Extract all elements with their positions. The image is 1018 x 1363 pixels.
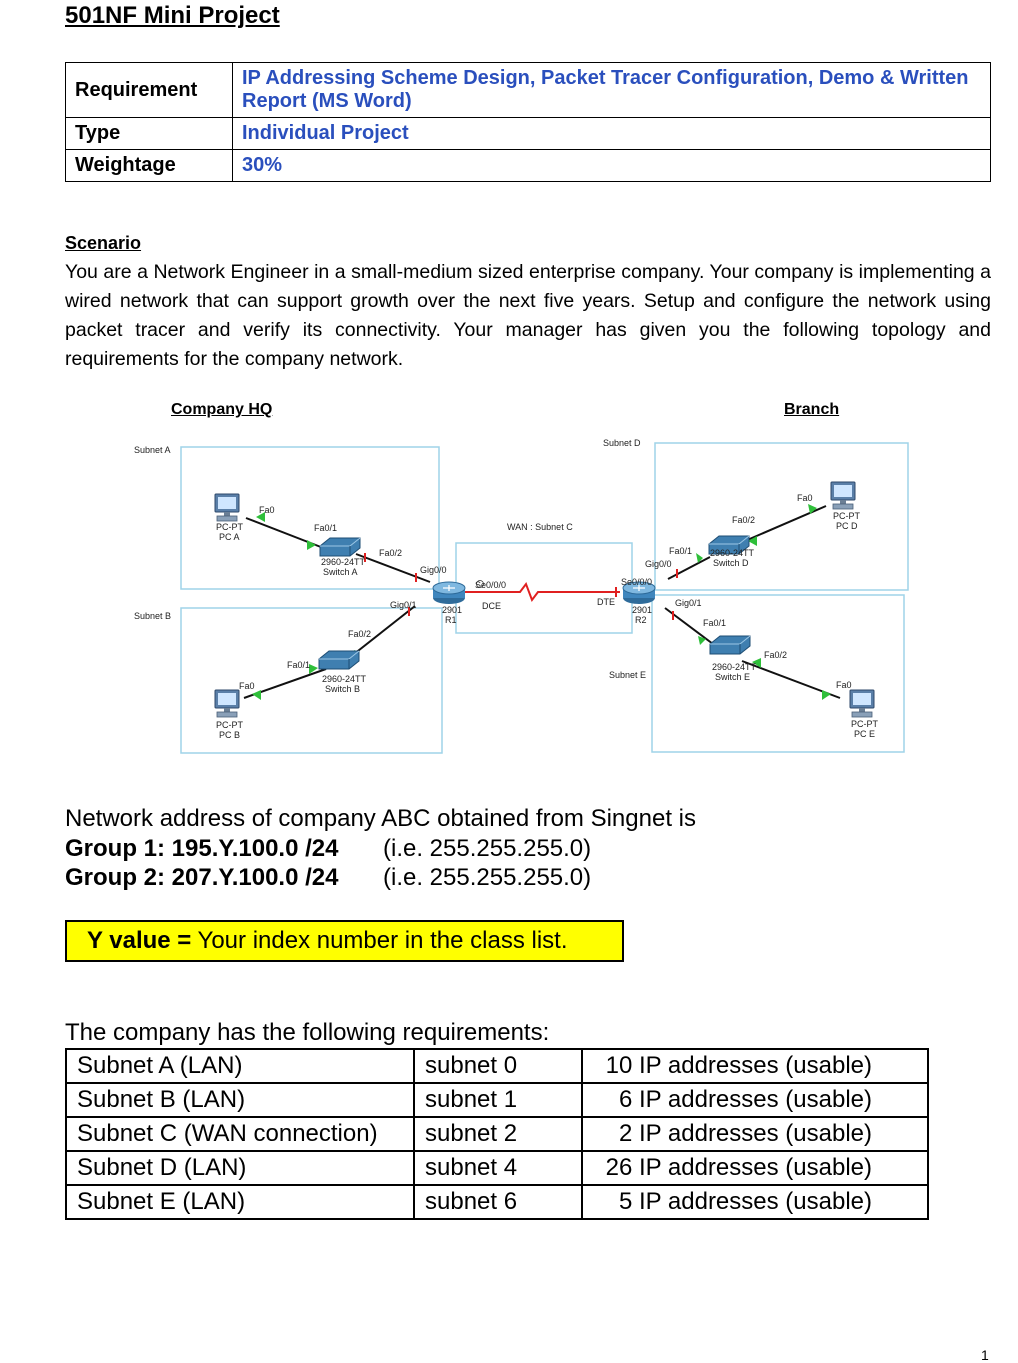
port-label: DCE <box>482 601 502 611</box>
link-status-marker <box>415 573 417 582</box>
group-label: Group 1: 195.Y.100.0 /24 <box>65 835 339 862</box>
port-label: DTE <box>597 597 615 607</box>
link-r2-switchd <box>668 557 710 579</box>
port-label: Se0/0/0 <box>621 577 653 587</box>
subnet-cell: Subnet A (LAN) <box>66 1049 414 1083</box>
subnet-number-cell: subnet 6 <box>414 1185 582 1219</box>
port-label: Fa0/2 <box>348 629 372 639</box>
switch-a-name: Switch A <box>323 567 358 577</box>
port-label: Fa0/1 <box>703 618 727 628</box>
network-topology-diagram <box>120 432 920 762</box>
subnet-cell: Subnet E (LAN) <box>66 1185 414 1219</box>
switch-a-model: 2960-24TT <box>321 557 366 567</box>
pc-a-model: PC-PT <box>216 522 243 532</box>
subnet-number-cell: subnet 1 <box>414 1083 582 1117</box>
info-key: Type <box>66 118 233 150</box>
router-r2-model: 2901 <box>632 605 653 615</box>
port-label: Gig0/1 <box>675 598 702 608</box>
subnet-cell: Subnet B (LAN) <box>66 1083 414 1117</box>
pc-e-name: PC E <box>854 729 876 739</box>
switch-b-icon[interactable] <box>319 651 359 669</box>
subnet-d-label: Subnet D <box>603 438 641 448</box>
pc-b-icon[interactable] <box>215 690 239 717</box>
requirements-table <box>65 1048 929 1220</box>
info-value: Individual Project <box>233 118 991 150</box>
switch-d-name: Switch D <box>713 558 749 568</box>
pc-a-name: PC A <box>219 532 240 542</box>
port-label: Fa0/2 <box>764 650 788 660</box>
group-2-line <box>65 864 591 892</box>
link-switchd-pcd <box>738 506 826 544</box>
network-intro: Network address of company ABC obtained from Singnet is <box>65 805 696 832</box>
subnet-e-label: Subnet E <box>609 670 647 680</box>
pc-d-model: PC-PT <box>833 511 860 521</box>
switch-e-model: 2960-24TT <box>712 662 757 672</box>
document-title: 501NF Mini Project <box>65 2 280 29</box>
router-r1-model: 2901 <box>442 605 463 615</box>
port-label: Fa0/1 <box>314 523 338 533</box>
subnet-number-cell: subnet 2 <box>414 1117 582 1151</box>
link-status-marker <box>672 611 674 620</box>
hq-label: Company HQ <box>171 401 273 418</box>
table-row <box>66 1117 928 1151</box>
switch-d-model: 2960-24TT <box>710 548 755 558</box>
port-label: Fa0/2 <box>732 515 756 525</box>
subnet-b-label: Subnet B <box>134 611 172 621</box>
host-count-cell: 10 IP addresses (usable) <box>582 1049 928 1083</box>
info-value: 30% <box>233 150 991 182</box>
router-r1-name: R1 <box>445 615 457 625</box>
switch-b-name: Switch B <box>325 684 361 694</box>
info-row <box>66 150 991 182</box>
info-table <box>65 62 991 182</box>
pc-e-model: PC-PT <box>851 719 878 729</box>
port-label: Gig0/0 <box>420 565 447 575</box>
host-count-cell: 5 IP addresses (usable) <box>582 1185 928 1219</box>
link-status-marker <box>307 540 316 550</box>
pc-b-model: PC-PT <box>216 720 243 730</box>
y-value-label: Y value = <box>87 927 192 954</box>
y-value-note <box>65 920 624 962</box>
pc-e-icon[interactable] <box>850 690 874 717</box>
switch-b-model: 2960-24TT <box>322 674 367 684</box>
port-label: Fa0 <box>797 493 813 503</box>
group-mask: (i.e. 255.255.255.0) <box>383 864 592 891</box>
host-count-cell: 26 IP addresses (usable) <box>582 1151 928 1185</box>
host-count-cell: 6 IP addresses (usable) <box>582 1083 928 1117</box>
port-label: Fa0 <box>239 681 255 691</box>
branch-label: Branch <box>784 401 840 418</box>
subnet-number-cell: subnet 4 <box>414 1151 582 1185</box>
requirements-intro: The company has the following requirements: <box>65 1019 550 1046</box>
subnet-a-label: Subnet A <box>134 445 171 455</box>
pc-b-name: PC B <box>219 730 241 740</box>
port-label: Gig0/1 <box>390 600 417 610</box>
router-r1-icon[interactable] <box>433 582 465 604</box>
info-key: Weightage <box>66 150 233 182</box>
page-number: 1 <box>981 1347 989 1363</box>
info-value: IP Addressing Scheme Design, Packet Tracer Configuration, Demo & Written Report (MS Word) <box>233 63 991 118</box>
port-label: Fa0/1 <box>287 660 311 670</box>
pc-a-icon[interactable] <box>215 494 239 521</box>
subnet-cell: Subnet D (LAN) <box>66 1151 414 1185</box>
link-status-marker <box>615 587 617 597</box>
router-r2-name: R2 <box>635 615 647 625</box>
y-value-text: Your index number in the class list. <box>191 927 568 954</box>
info-row <box>66 118 991 150</box>
switch-a-icon[interactable] <box>320 538 360 556</box>
port-label: Fa0 <box>259 505 275 515</box>
switch-e-name: Switch E <box>715 672 751 682</box>
subnet-number-cell: subnet 0 <box>414 1049 582 1083</box>
info-key: Requirement <box>66 63 233 118</box>
switch-e-icon[interactable] <box>710 636 750 654</box>
group-mask: (i.e. 255.255.255.0) <box>383 835 592 862</box>
port-label: Fa0 <box>836 680 852 690</box>
link-status-marker <box>676 569 678 578</box>
port-label: Fa0/1 <box>669 546 693 556</box>
table-row <box>66 1049 928 1083</box>
subnet-c-label: WAN : Subnet C <box>507 522 573 532</box>
port-label: Gig0/0 <box>645 559 672 569</box>
table-row <box>66 1185 928 1219</box>
scenario-heading: Scenario <box>65 233 142 253</box>
port-label: Se0/0/0 <box>475 580 507 590</box>
pc-d-name: PC D <box>836 521 858 531</box>
pc-d-icon[interactable] <box>831 482 855 509</box>
info-row <box>66 63 991 118</box>
subnet-cell: Subnet C (WAN connection) <box>66 1117 414 1151</box>
group-1-line <box>65 835 591 863</box>
scenario-text: You are a Network Engineer in a small-medium sized enterprise company. Your company is implementing a wired network that can support growth over the next five years. Setup and configure the network using packet tracer and verify its connectivity. Your manager has given you the following topology and requirements for the company network. <box>65 261 991 370</box>
table-row <box>66 1151 928 1185</box>
port-label: Fa0/2 <box>379 548 403 558</box>
subnet-d-box <box>655 443 908 590</box>
link-switcha-r1 <box>356 554 430 582</box>
group-label: Group 2: 207.Y.100.0 /24 <box>65 864 339 891</box>
host-count-cell: 2 IP addresses (usable) <box>582 1117 928 1151</box>
table-row <box>66 1083 928 1117</box>
